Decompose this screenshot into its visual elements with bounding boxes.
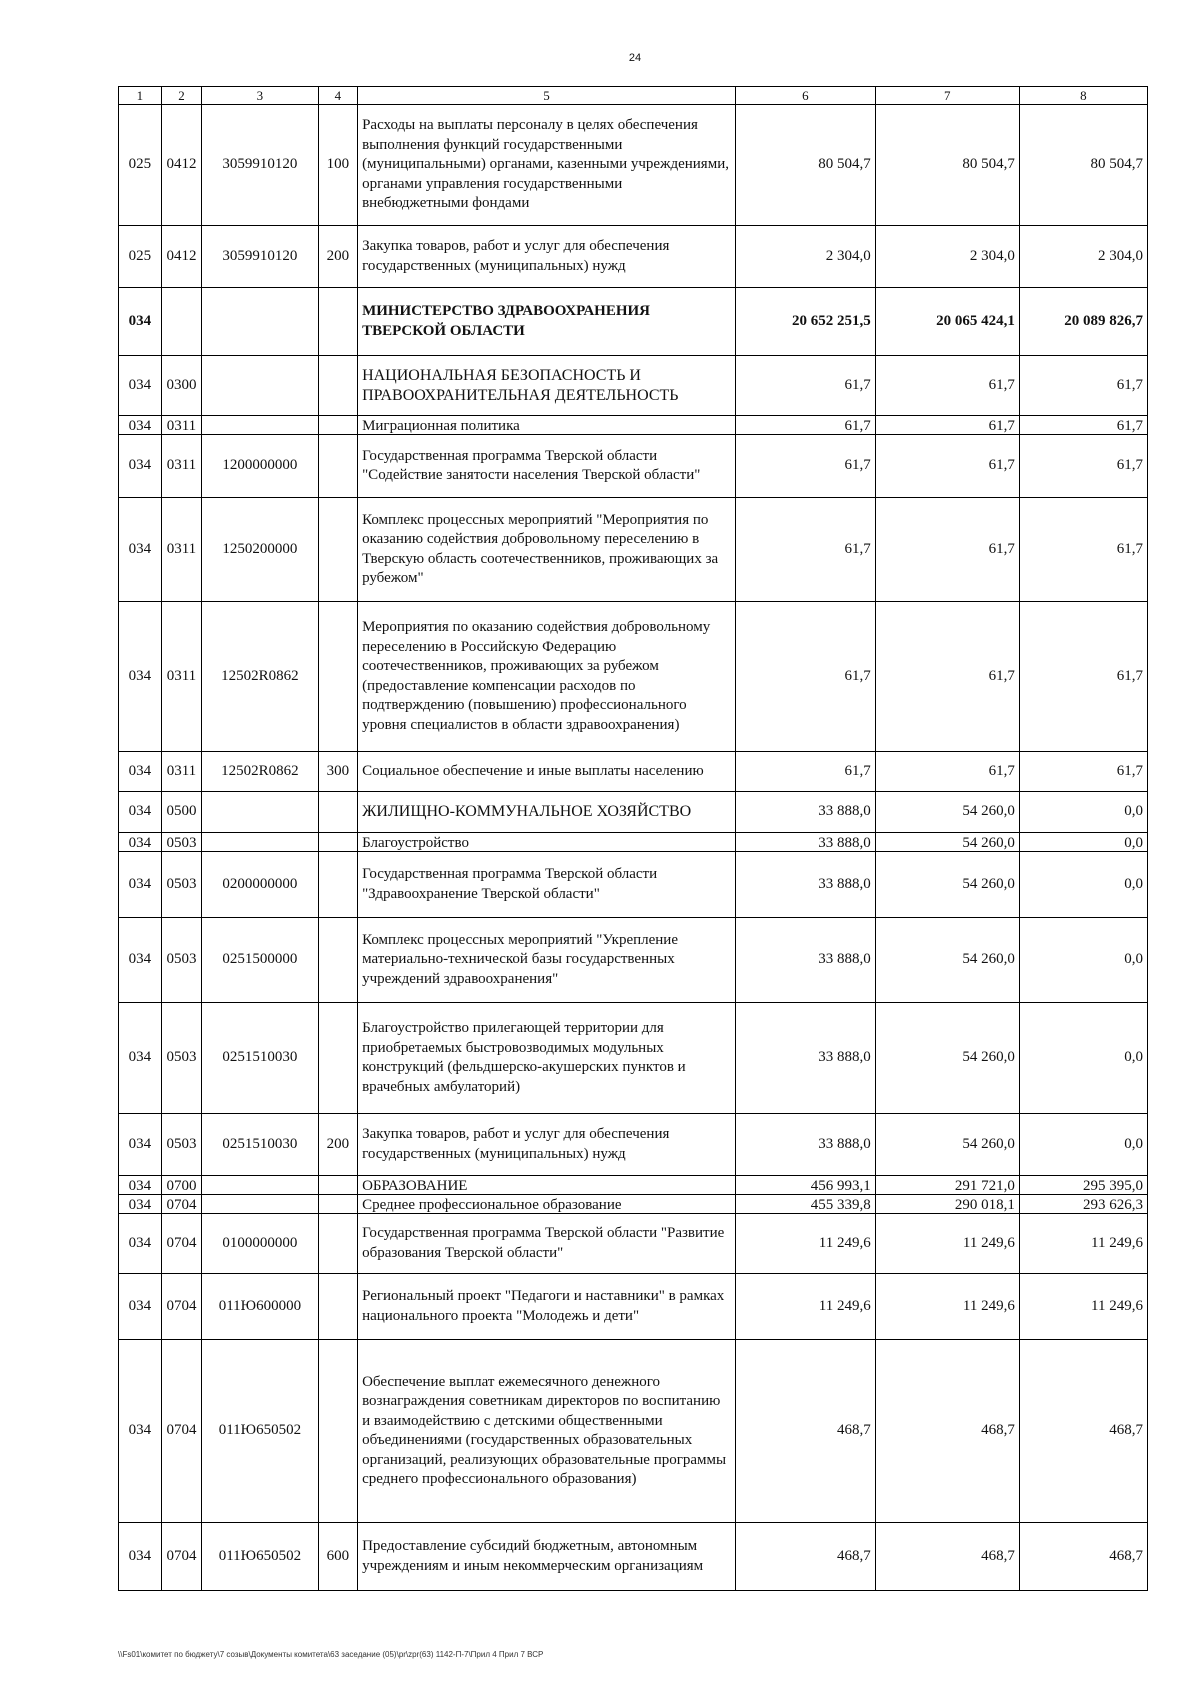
amount-cell: 33 888,0 [735, 1114, 875, 1176]
amount-cell: 80 504,7 [1019, 105, 1147, 226]
column-header: 2 [161, 87, 202, 105]
amount-cell: 54 260,0 [875, 918, 1019, 1003]
section-code-cell: 0704 [161, 1523, 202, 1591]
ministry-code-cell: 034 [119, 356, 162, 416]
description-cell: Комплекс процессных мероприятий "Мероприятия по оказанию содействия добровольному переселению в Тверскую область соотечественников, проживающих за рубежом" [358, 498, 736, 602]
table-row [119, 1003, 1148, 1114]
target-article-cell [202, 1176, 318, 1195]
amount-cell: 20 065 424,1 [875, 288, 1019, 356]
expense-type-cell: 100 [318, 105, 357, 226]
amount-cell: 0,0 [1019, 1003, 1147, 1114]
table-row [119, 1114, 1148, 1176]
amount-cell: 468,7 [875, 1523, 1019, 1591]
amount-cell: 61,7 [735, 498, 875, 602]
amount-cell: 61,7 [1019, 416, 1147, 435]
table-row [119, 1340, 1148, 1523]
table-row [119, 226, 1148, 288]
section-code-cell: 0704 [161, 1214, 202, 1274]
expense-type-cell [318, 792, 357, 833]
column-header: 7 [875, 87, 1019, 105]
section-code-cell: 0500 [161, 792, 202, 833]
amount-cell: 2 304,0 [735, 226, 875, 288]
table-row [119, 833, 1148, 852]
amount-cell: 11 249,6 [875, 1274, 1019, 1340]
amount-cell: 468,7 [875, 1340, 1019, 1523]
expense-type-cell [318, 1003, 357, 1114]
target-article-cell [202, 792, 318, 833]
amount-cell: 61,7 [735, 416, 875, 435]
description-cell: Закупка товаров, работ и услуг для обеспечения государственных (муниципальных) нужд [358, 1114, 736, 1176]
section-code-cell: 0503 [161, 918, 202, 1003]
section-code-cell: 0704 [161, 1274, 202, 1340]
amount-cell: 20 652 251,5 [735, 288, 875, 356]
table-row [119, 498, 1148, 602]
column-number-row [119, 87, 1148, 105]
expense-type-cell: 200 [318, 1114, 357, 1176]
amount-cell: 455 339,8 [735, 1195, 875, 1214]
amount-cell: 2 304,0 [875, 226, 1019, 288]
section-row [119, 792, 1148, 833]
amount-cell: 61,7 [735, 752, 875, 792]
ministry-code-cell: 034 [119, 1114, 162, 1176]
amount-cell: 61,7 [875, 498, 1019, 602]
expense-type-cell [318, 1176, 357, 1195]
target-article-cell: 011Ю600000 [202, 1274, 318, 1340]
section-code-cell: 0311 [161, 498, 202, 602]
column-header: 6 [735, 87, 875, 105]
target-article-cell: 0251510030 [202, 1003, 318, 1114]
expense-type-cell [318, 833, 357, 852]
table-row [119, 435, 1148, 498]
amount-cell: 295 395,0 [1019, 1176, 1147, 1195]
ministry-code-cell: 034 [119, 852, 162, 918]
column-header: 3 [202, 87, 318, 105]
section-code-cell: 0300 [161, 356, 202, 416]
target-article-cell: 12502R0862 [202, 752, 318, 792]
amount-cell: 61,7 [875, 602, 1019, 752]
section-row [119, 1176, 1148, 1195]
amount-cell: 33 888,0 [735, 792, 875, 833]
table-row [119, 1195, 1148, 1214]
expense-type-cell [318, 356, 357, 416]
table-row [119, 1274, 1148, 1340]
amount-cell: 61,7 [875, 356, 1019, 416]
description-cell: Обеспечение выплат ежемесячного денежного вознаграждения советникам директоров по воспитанию и взаимодействию с детскими общественными объединениями (государственных образовательных организаций, реализующих образовательные программы среднего профессионального образования) [358, 1340, 736, 1523]
section-code-cell: 0700 [161, 1176, 202, 1195]
table-row [119, 752, 1148, 792]
ministry-code-cell: 034 [119, 1274, 162, 1340]
amount-cell: 11 249,6 [875, 1214, 1019, 1274]
target-article-cell [202, 416, 318, 435]
description-cell: Благоустройство [358, 833, 736, 852]
section-code-cell: 0311 [161, 752, 202, 792]
expense-type-cell [318, 1214, 357, 1274]
section-code-cell: 0503 [161, 1114, 202, 1176]
amount-cell: 61,7 [1019, 498, 1147, 602]
section-code-cell [161, 288, 202, 356]
amount-cell: 80 504,7 [735, 105, 875, 226]
target-article-cell: 0100000000 [202, 1214, 318, 1274]
section-code-cell: 0311 [161, 602, 202, 752]
section-code-cell: 0503 [161, 852, 202, 918]
ministry-code-cell: 034 [119, 1340, 162, 1523]
table-row [119, 602, 1148, 752]
description-cell: Государственная программа Тверской области "Здравоохранение Тверской области" [358, 852, 736, 918]
amount-cell: 61,7 [875, 752, 1019, 792]
target-article-cell: 0251510030 [202, 1114, 318, 1176]
amount-cell: 61,7 [875, 416, 1019, 435]
table-row [119, 852, 1148, 918]
column-header: 8 [1019, 87, 1147, 105]
amount-cell: 468,7 [1019, 1340, 1147, 1523]
table-row [119, 1523, 1148, 1591]
target-article-cell: 3059910120 [202, 105, 318, 226]
ministry-code-cell: 025 [119, 226, 162, 288]
amount-cell: 2 304,0 [1019, 226, 1147, 288]
target-article-cell: 12502R0862 [202, 602, 318, 752]
amount-cell: 0,0 [1019, 833, 1147, 852]
amount-cell: 293 626,3 [1019, 1195, 1147, 1214]
description-cell: Комплекс процессных мероприятий "Укрепление материально-технической базы государственных учреждений здравоохранения" [358, 918, 736, 1003]
amount-cell: 61,7 [735, 356, 875, 416]
target-article-cell: 1250200000 [202, 498, 318, 602]
amount-cell: 61,7 [735, 435, 875, 498]
section-code-cell: 0311 [161, 416, 202, 435]
description-cell: ОБРАЗОВАНИЕ [358, 1176, 736, 1195]
footer-file-path: \\Fs01\комитет по бюджету\7 созыв\Документы комитета\63 заседание (05)\pr\zpr(63) 1142-П-7\Прил 4 Прил 7 ВСР [118, 1650, 544, 1659]
amount-cell: 11 249,6 [735, 1274, 875, 1340]
amount-cell: 33 888,0 [735, 918, 875, 1003]
amount-cell: 54 260,0 [875, 1114, 1019, 1176]
section-code-cell: 0412 [161, 226, 202, 288]
amount-cell: 0,0 [1019, 918, 1147, 1003]
table-row [119, 1214, 1148, 1274]
amount-cell: 54 260,0 [875, 1003, 1019, 1114]
description-cell: Благоустройство прилегающей территории для приобретаемых быстровозводимых модульных конструкций (фельдшерско-акушерских пунктов и врачебных амбулаторий) [358, 1003, 736, 1114]
amount-cell: 61,7 [1019, 435, 1147, 498]
ministry-code-cell: 034 [119, 1214, 162, 1274]
target-article-cell: 1200000000 [202, 435, 318, 498]
target-article-cell: 011Ю650502 [202, 1523, 318, 1591]
section-code-cell: 0704 [161, 1340, 202, 1523]
amount-cell: 290 018,1 [875, 1195, 1019, 1214]
amount-cell: 61,7 [1019, 752, 1147, 792]
amount-cell: 11 249,6 [1019, 1214, 1147, 1274]
section-code-cell: 0311 [161, 435, 202, 498]
ministry-code-cell: 034 [119, 1176, 162, 1195]
target-article-cell: 0200000000 [202, 852, 318, 918]
amount-cell: 61,7 [735, 602, 875, 752]
description-cell: Государственная программа Тверской области "Содействие занятости населения Тверской области" [358, 435, 736, 498]
amount-cell: 291 721,0 [875, 1176, 1019, 1195]
description-cell: Региональный проект "Педагоги и наставники" в рамках национального проекта "Молодежь и дети" [358, 1274, 736, 1340]
amount-cell: 61,7 [875, 435, 1019, 498]
description-cell: Среднее профессиональное образование [358, 1195, 736, 1214]
amount-cell: 468,7 [1019, 1523, 1147, 1591]
expense-type-cell [318, 852, 357, 918]
section-code-cell: 0503 [161, 833, 202, 852]
ministry-code-cell: 034 [119, 1523, 162, 1591]
amount-cell: 11 249,6 [735, 1214, 875, 1274]
description-cell: Миграционная политика [358, 416, 736, 435]
expense-type-cell [318, 1195, 357, 1214]
table-row [119, 918, 1148, 1003]
section-row [119, 356, 1148, 416]
ministry-code-cell: 034 [119, 752, 162, 792]
section-code-cell: 0503 [161, 1003, 202, 1114]
target-article-cell [202, 288, 318, 356]
amount-cell: 54 260,0 [875, 852, 1019, 918]
description-cell: ЖИЛИЩНО-КОММУНАЛЬНОЕ ХОЗЯЙСТВО [358, 792, 736, 833]
expense-type-cell [318, 435, 357, 498]
amount-cell: 11 249,6 [1019, 1274, 1147, 1340]
ministry-code-cell: 025 [119, 105, 162, 226]
target-article-cell [202, 1195, 318, 1214]
ministry-total-row [119, 288, 1148, 356]
ministry-code-cell: 034 [119, 498, 162, 602]
ministry-code-cell: 034 [119, 792, 162, 833]
description-cell: Государственная программа Тверской области "Развитие образования Тверской области" [358, 1214, 736, 1274]
ministry-code-cell: 034 [119, 1003, 162, 1114]
target-article-cell: 011Ю650502 [202, 1340, 318, 1523]
ministry-code-cell: 034 [119, 602, 162, 752]
amount-cell: 33 888,0 [735, 1003, 875, 1114]
amount-cell: 20 089 826,7 [1019, 288, 1147, 356]
section-code-cell: 0412 [161, 105, 202, 226]
description-cell: Закупка товаров, работ и услуг для обеспечения государственных (муниципальных) нужд [358, 226, 736, 288]
amount-cell: 0,0 [1019, 792, 1147, 833]
expense-type-cell [318, 602, 357, 752]
target-article-cell [202, 356, 318, 416]
amount-cell: 468,7 [735, 1340, 875, 1523]
amount-cell: 54 260,0 [875, 792, 1019, 833]
expense-type-cell: 300 [318, 752, 357, 792]
amount-cell: 0,0 [1019, 852, 1147, 918]
ministry-code-cell: 034 [119, 1195, 162, 1214]
description-cell: МИНИСТЕРСТВО ЗДРАВООХРАНЕНИЯ ТВЕРСКОЙ ОБЛАСТИ [358, 288, 736, 356]
expense-type-cell [318, 288, 357, 356]
column-header: 5 [358, 87, 736, 105]
description-cell: Мероприятия по оказанию содействия добровольному переселению в Российскую Федерацию соотечественников, проживающих за рубежом (предоставление компенсации расходов по подтверждению (повышению) профессионального уровня специалистов в области здравоохранения) [358, 602, 736, 752]
target-article-cell [202, 833, 318, 852]
amount-cell: 33 888,0 [735, 833, 875, 852]
ministry-code-cell: 034 [119, 833, 162, 852]
amount-cell: 0,0 [1019, 1114, 1147, 1176]
ministry-code-cell: 034 [119, 416, 162, 435]
expense-type-cell: 600 [318, 1523, 357, 1591]
description-cell: Расходы на выплаты персоналу в целях обеспечения выполнения функций государственными (муниципальными) органами, казенными учреждениями, органами управления государственными внебюджетными фондами [358, 105, 736, 226]
expense-type-cell [318, 918, 357, 1003]
target-article-cell: 0251500000 [202, 918, 318, 1003]
expense-type-cell [318, 498, 357, 602]
amount-cell: 80 504,7 [875, 105, 1019, 226]
table-row [119, 416, 1148, 435]
amount-cell: 54 260,0 [875, 833, 1019, 852]
amount-cell: 61,7 [1019, 602, 1147, 752]
description-cell: Предоставление субсидий бюджетным, автономным учреждениям и иным некоммерческим организациям [358, 1523, 736, 1591]
description-cell: Социальное обеспечение и иные выплаты населению [358, 752, 736, 792]
column-header: 4 [318, 87, 357, 105]
description-cell: НАЦИОНАЛЬНАЯ БЕЗОПАСНОСТЬ И ПРАВООХРАНИТЕЛЬНАЯ ДЕЯТЕЛЬНОСТЬ [358, 356, 736, 416]
table-row [119, 105, 1148, 226]
amount-cell: 33 888,0 [735, 852, 875, 918]
ministry-code-cell: 034 [119, 288, 162, 356]
amount-cell: 456 993,1 [735, 1176, 875, 1195]
expense-type-cell [318, 1274, 357, 1340]
expense-type-cell: 200 [318, 226, 357, 288]
section-code-cell: 0704 [161, 1195, 202, 1214]
budget-table [118, 86, 1148, 1591]
ministry-code-cell: 034 [119, 918, 162, 1003]
expense-type-cell [318, 416, 357, 435]
ministry-code-cell: 034 [119, 435, 162, 498]
amount-cell: 468,7 [735, 1523, 875, 1591]
column-header: 1 [119, 87, 162, 105]
amount-cell: 61,7 [1019, 356, 1147, 416]
target-article-cell: 3059910120 [202, 226, 318, 288]
page-number: 24 [628, 52, 642, 64]
expense-type-cell [318, 1340, 357, 1523]
